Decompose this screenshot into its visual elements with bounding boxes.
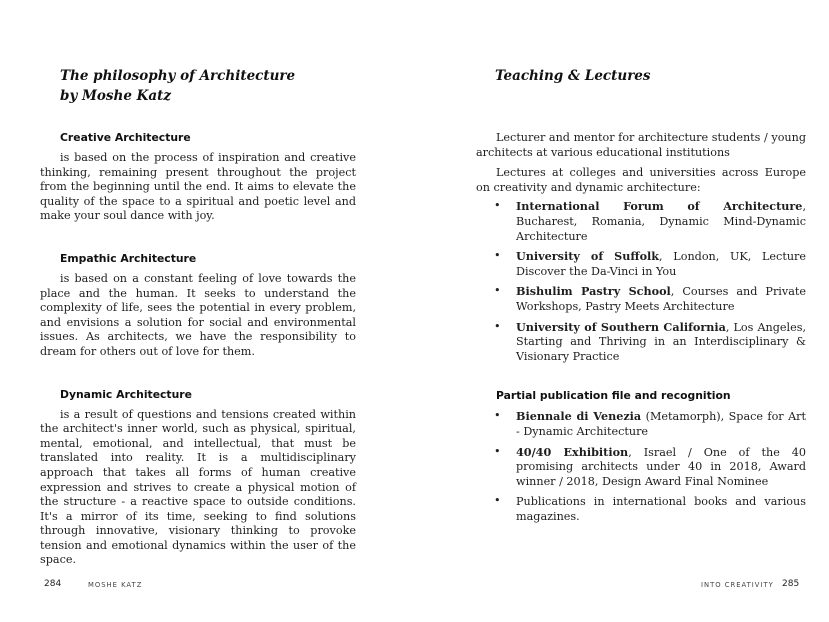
bullet-icon: • xyxy=(494,249,501,263)
right-page xyxy=(414,0,829,622)
page-number: 284 xyxy=(44,579,62,589)
publication-list xyxy=(476,409,806,524)
list-item: • University of Suffolk, London, UK, Lecture Discover the Da-Vinci in You xyxy=(494,249,806,278)
bullet-icon: • xyxy=(494,284,501,298)
list-item: • Biennale di Venezia (Metamorph), Space for Art - Dynamic Architecture xyxy=(494,409,806,438)
bullet-icon: • xyxy=(494,199,501,213)
page-number: 285 xyxy=(782,579,800,589)
bullet-icon: • xyxy=(494,494,501,508)
section-text: is a result of questions and tensions created within the architect's inner world, such as physical, spiritual, mental, emotional, and intellectual, that must be translated into reality. It is a multidisciplinary approach that takes all forms of human creative expression and strives to create a physical motion of the structure - a reactive space to outside conditions. It's a mirror of its time, seeking to find solutions through innovative, visionary thinking to provoke tension and emotional dynamics within the user of the space. xyxy=(40,407,356,567)
list-item: • Bishulim Pastry School, Courses and Private Workshops, Pastry Meets Architecture xyxy=(494,284,806,313)
section-heading: Empathic Architecture xyxy=(60,251,197,265)
list-item: • University of Southern California, Los Angeles, Starting and Thriving in an Interdisciplinary & Visionary Practice xyxy=(494,319,807,363)
running-head: INTO CREATIVITY xyxy=(701,581,774,589)
intro-paragraph: Lecturer and mentor for architecture students / young architects at various educational institutions xyxy=(476,131,806,159)
section-text: is based on a constant feeling of love towards the place and the human. It seeks to understand the complexity of life, sees the potential in every problem, and envisions a solution for social and environmental issues. As architects, we have the responsibility to dream for others out of love for them. xyxy=(40,271,356,358)
intro-paragraph: Lectures at colleges and universities across Europe on creativity and dynamic architecture: xyxy=(476,166,806,194)
title-line-2: by Moshe Katz xyxy=(60,88,172,104)
lecture-list xyxy=(476,199,806,364)
left-column xyxy=(40,131,356,568)
list-item: • International Forum of Architecture, Bucharest, Romania, Dynamic Mind-Dynamic Architecture xyxy=(494,199,806,243)
left-page-title xyxy=(60,66,295,106)
section-text: is based on the process of inspiration and creative thinking, remaining present throughout the project from the beginning until the end. It aims to elevate the quality of the space to a spiritual and poetic level and make your soul dance with joy. xyxy=(40,151,356,223)
running-head: MOSHE KATZ xyxy=(88,581,143,589)
section-creative xyxy=(40,131,356,224)
section-dynamic xyxy=(40,388,356,569)
bullet-icon: • xyxy=(494,444,501,458)
section-empathic xyxy=(40,252,356,360)
list-item: • 40/40 Exhibition, Israel / One of the 40 promising architects under 40 in 2018, Award winner / 2018, Design Award Final Nominee xyxy=(494,444,806,488)
bullet-icon: • xyxy=(494,409,501,423)
list-item: • Publications in international books and various magazines. xyxy=(494,494,806,523)
section-heading: Dynamic Architecture xyxy=(60,387,192,401)
title-line-1: The philosophy of Architecture xyxy=(60,68,296,84)
right-page-title: Teaching & Lectures xyxy=(495,68,651,84)
right-column xyxy=(476,131,806,529)
left-page xyxy=(0,0,414,622)
publication-heading: Partial publication file and recognition xyxy=(496,389,731,403)
section-heading: Creative Architecture xyxy=(60,131,191,144)
bullet-icon: • xyxy=(494,319,501,333)
